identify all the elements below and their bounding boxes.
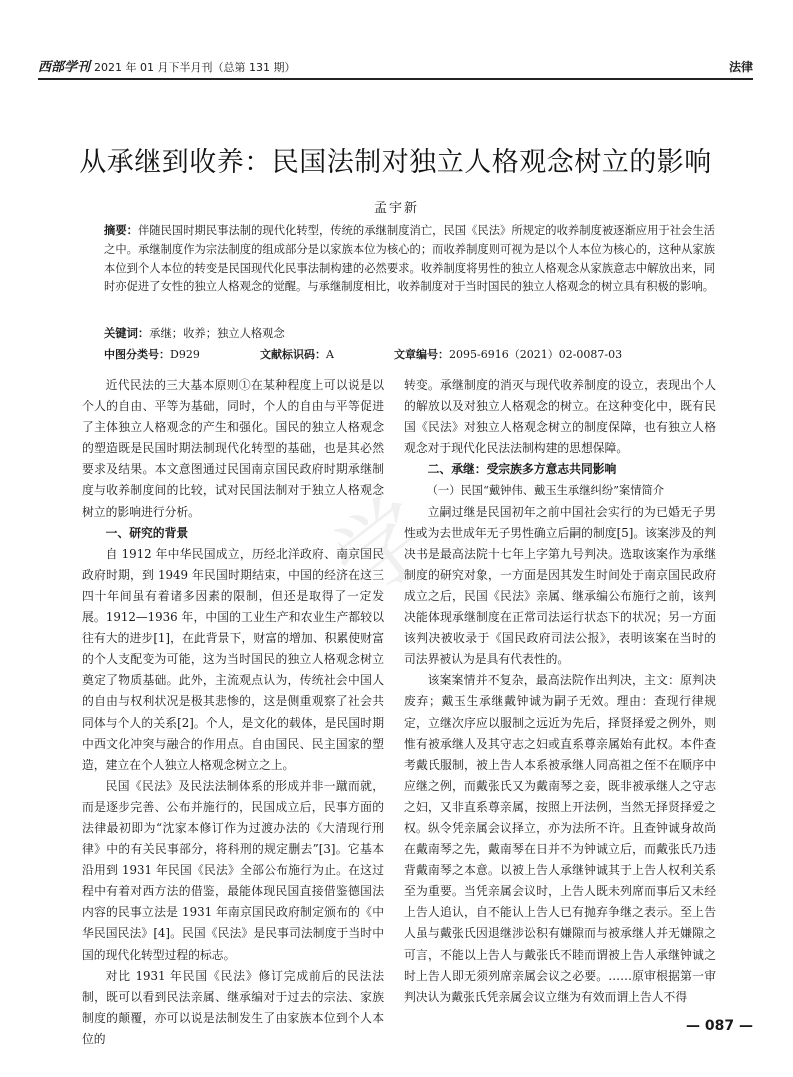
classification-meta	[104, 346, 715, 362]
keywords-text: 承继；收养；独立人格观念	[149, 327, 285, 340]
article-label: 文章编号：	[394, 348, 449, 361]
abstract	[104, 222, 715, 297]
running-header	[38, 54, 753, 80]
journal-info	[38, 56, 296, 75]
doc-value: A	[326, 348, 334, 361]
section-label: 法律	[728, 60, 753, 74]
subsection-heading: （一）民国“戴钟伟、戴玉生承继纠纷”案情简介	[426, 484, 665, 498]
right-column	[404, 375, 716, 1008]
left-column	[82, 375, 384, 1050]
page-number: — 087 —	[686, 1018, 753, 1034]
issue-info: 2021 年 01 月下半月刊（总第 131 期）	[94, 61, 296, 74]
body-paragraph: 对比 1931 年民国《民法》修订完成前后的民法法制，既可以看到民法亲属、继承编对于过去的宗法、家族制度的颠覆，亦可以说是法制发生了由家族本位到个人本位的	[82, 968, 384, 1046]
body-paragraph: 转变。承继制度的消灭与现代收养制度的设立，表现出个人的解放以及对独立人格观念的树立。在这种变化中，既有民国《民法》对独立人格观念树立的制度保障，也有独立人格观念对于现代化民法法制构建的思想保障。	[404, 378, 716, 456]
body-paragraph: 民国《民法》及民法法制体系的形成并非一蹴而就，而是逐步完善、公布并施行的，民国成立后，民事方面的法律最初即为“沈家本修订作为过渡办法的《大清现行刑律》中的有关民事部分，将科刑的规定删去”[3]。它基本沿用到 1931 年民国《民法》全部公布施行为止。在这过程中有着对西方法的借鉴，最能体现民国直接借鉴德国法内容的民事立法是 1931 年南京国民政府制定颁布的《中华民国民法》[4]。民国《民法》是民事司法制度于当时中国的现代化转型过程的标志。	[82, 778, 384, 962]
clc-number	[104, 346, 200, 362]
article-value: 2095-6916（2021）02-0087-03	[449, 348, 623, 361]
section-heading-1: 一、研究的背景	[105, 525, 189, 540]
intro-paragraph: 近代民法的三大基本原则①在某种程度上可以说是以个人的自由、平等为基础，同时，个人的自由与平等促进了主体独立人格观念的产生和强化。国民的独立人格观念的塑造既是民国时期法制现代化转型的基础，也是其必然要求及结果。本文意图通过民国南京国民政府时期承继制度与收养制度间的比较，试对民国法制对于独立人格观念树立的影响进行分析。	[82, 378, 384, 519]
clc-value: D929	[170, 348, 200, 361]
watermark: 学	[313, 465, 468, 619]
body-paragraph: 自 1912 年中华民国成立，历经北洋政府、南京国民政府时期，到 1949 年民国时期结束，中国的经济在这三四十年间虽有着诸多因素的限制，但还是取得了一定发展。1912—1936 年，中国的工业生产和农业生产都较以往有大的进步[1]，在此背景下，财富的增加、积累使财富的个人支配变为可能，这为当时国民的独立人格观念树立奠定了物质基础。此外，主流观点认为，传统社会中国人的自由与权利状况是极其悲惨的，这是侧重观察了社会共同体与个人的关系[2]。个人，是文化的载体，是民国时期中西文化冲突与融合的作用点。自由国民、民主国家的塑造，建立在个人独立人格观念树立之上。	[82, 546, 384, 772]
article-number	[394, 346, 622, 362]
abstract-label: 摘要：	[104, 224, 138, 237]
keywords	[104, 325, 285, 341]
abstract-text: 伴随民国时期民事法制的现代化转型，传统的承继制度消亡，民国《民法》所规定的收养制度被逐渐应用于社会生活之中。承继制度作为宗法制度的组成部分是以家族本位为核心的；而收养制度则可视为是以个人本位为核心的，这种从家族本位到个人本位的转变是民国现代化民事法制构建的必然要求。收养制度将男性的独立人格观念从家族意志中解放出来，同时亦促进了女性的独立人格观念的觉醒。与承继制度相比，收养制度对于当时国民的独立人格观念的树立具有积极的影响。	[104, 224, 715, 294]
author-name: 孟宇新	[373, 201, 419, 216]
doc-label: 文献标识码：	[260, 348, 326, 361]
body-paragraph: 该案案情并不复杂，最高法院作出判决，主文：原判决废弃；戴玉生承继戴钟诚为嗣子无效。理由：查现行律规定，立继次序应以服制之远近为先后，择贤择爱之例外，则惟有被承继人及其守志之妇或直系尊亲属始有此权。本件查考戴氏服制，被上告人本系被承继人同高祖之侄不在顺序中应继之例，而戴张氏又为戴南琴之妾，既非被承继人之守志之妇，又非直系尊亲属，按照上开法例，当然无择贤择爱之权。纵令凭亲属会议择立，亦为法所不许。且查钟诚身故尚在戴南琴之先，戴南琴在日并不为钟诚立后，而戴张氏乃违背戴南琴之本意。以被上告人承继钟诚其于上告人权利关系至为重要。当凭亲属会议时，上告人既未列席而事后又未经上告人追认，自不能认上告人已有抛弃争继之表示。至上告人虽与戴张氏因退继涉讼积有嫌隙而与被承继人并无嫌隙之可言，不能以上告人与戴张氏不睦而谓被上告人承继钟诚之时上告人即无须列席亲属会议之必要。……原审根据第一审判决认为戴张氏凭亲属会议立继为有效而谓上告人不得	[404, 673, 716, 1004]
clc-label: 中图分类号：	[104, 348, 170, 361]
journal-logo: 西部学刊	[38, 60, 91, 75]
paper-title: 从承继到收养：民国法制对独立人格观念树立的影响	[79, 147, 712, 178]
doc-code	[260, 346, 334, 362]
keywords-label: 关键词：	[104, 327, 150, 340]
body-paragraph: 立嗣过继是民国初年之前中国社会实行的为已婚无子男性或为去世成年无子男性确立后嗣的制度[5]。该案涉及的判决书是最高法院十七年上字第九号判决。选取该案作为承继制度的研究对象，一方面是因其发生时间处于南京国民政府成立之后，民国《民法》亲属、继承编公布施行之前，该判决能体现承继制度在正常司法运行状态下的状况；另一方面该判决被收录于《国民政府司法公报》，表明该案在当时的司法界被认为是具有代表性的。	[404, 504, 716, 667]
section-heading-2: 二、承继：受宗族多方意志共同影响	[427, 462, 617, 477]
